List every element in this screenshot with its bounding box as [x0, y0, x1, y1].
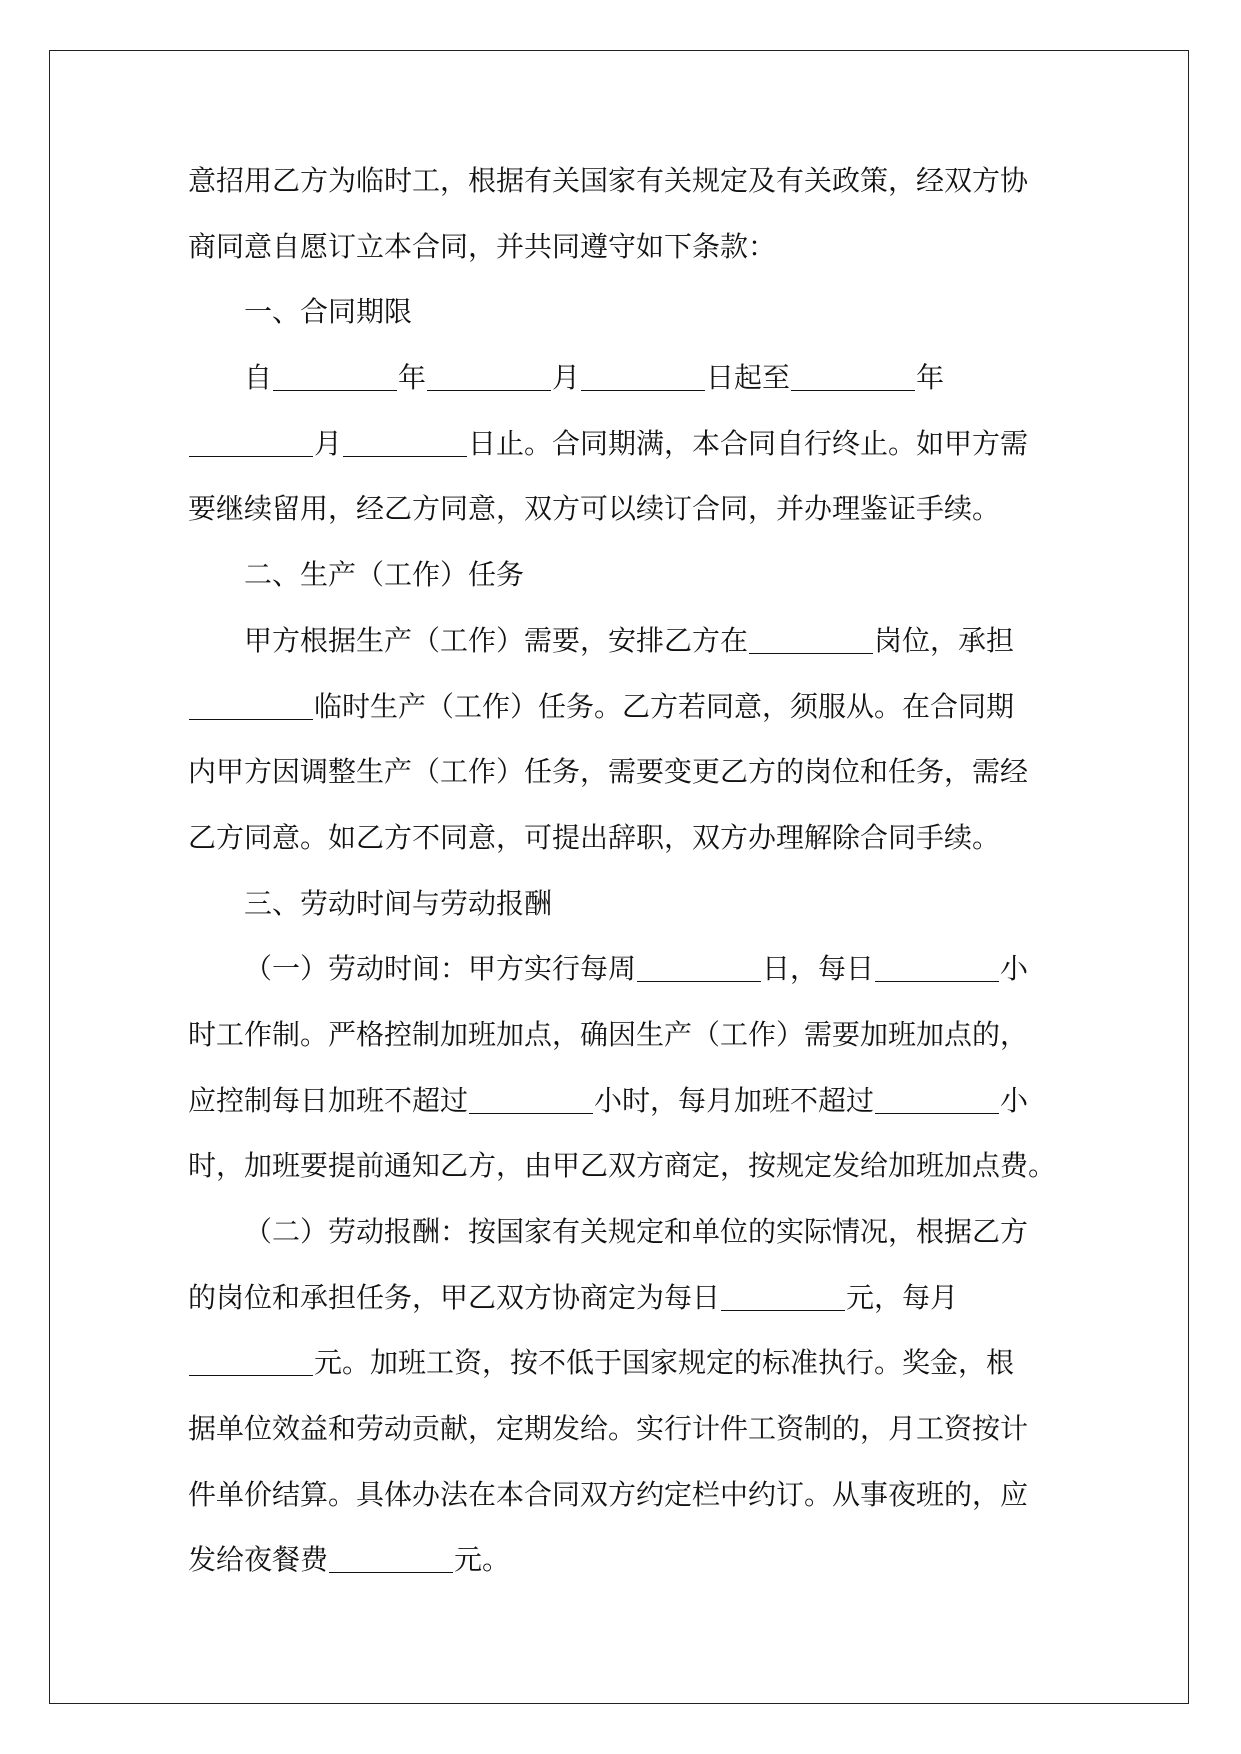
text-line: 意招用乙方为临时工，根据有关国家有关规定及有关政策，经双方协: [188, 164, 1029, 197]
text-line: 自 年 月 日起至 年: [244, 361, 945, 395]
fill-in-blank: [329, 1544, 453, 1573]
fill-in-blank: [343, 428, 467, 457]
fill-in-blank: [189, 428, 313, 457]
text-line: 二、生产（工作）任务: [244, 558, 525, 592]
text-line: （一）劳动时间：甲方实行每周 日，每日 小: [244, 952, 1029, 986]
text-line: 时工作制。严格控制加班加点，确因生产（工作）需要加班加点的，: [188, 1017, 1029, 1051]
text-line: 要继续留用，经乙方同意，双方可以续订合同，并办理鉴证手续。: [188, 492, 1001, 526]
text-line: 发给夜餐费 元。: [188, 1543, 511, 1577]
text-line: 元。加班工资，按不低于国家规定的标准执行。奖金，根: [188, 1330, 1078, 1396]
fill-in-blank: [875, 1085, 999, 1114]
text-line: 三、劳动时间与劳动报酬: [244, 886, 553, 920]
fill-in-blank: [273, 362, 397, 391]
text-line: 的岗位和承担任务，甲乙双方协商定为每日 元，每月: [188, 1280, 959, 1314]
fill-in-blank: [721, 1282, 845, 1311]
contract-body: [188, 148, 1078, 1593]
text-line: （二）劳动报酬：按国家有关规定和单位的实际情况，根据乙方: [244, 1215, 1029, 1248]
fill-in-blank: [749, 625, 873, 654]
fill-in-blank: [875, 953, 999, 982]
text-line: 商同意自愿订立本合同，并共同遵守如下条款：: [188, 229, 777, 263]
fill-in-blank: [469, 1085, 593, 1114]
fill-in-blank: [427, 362, 551, 391]
text-line: 应控制每日加班不超过 小时，每月加班不超过 小: [188, 1083, 1029, 1117]
fill-in-blank: [189, 691, 313, 720]
text-line: 时，加班要提前通知乙方，由甲乙双方商定，按规定发给加班加点费。: [188, 1149, 1057, 1183]
text-line: 一、合同期限: [244, 295, 413, 329]
text-line: 内甲方因调整生产（工作）任务，需要变更乙方的岗位和任务，需经: [188, 755, 1029, 789]
fill-in-blank: [791, 362, 915, 391]
text-line: 月 日止。合同期满，本合同自行终止。如甲方需: [188, 411, 1078, 477]
text-line: 乙方同意。如乙方不同意，可提出辞职，双方办理解除合同手续。: [188, 820, 1001, 854]
text-line: 件单价结算。具体办法在本合同双方约定栏中约订。从事夜班的，应: [188, 1477, 1029, 1511]
text-line: 临时生产（工作）任务。乙方若同意，须服从。在合同期: [188, 674, 1078, 740]
fill-in-blank: [637, 953, 761, 982]
fill-in-blank: [189, 1347, 313, 1376]
text-line: 据单位效益和劳动贡献，定期发给。实行计件工资制的，月工资按计: [188, 1412, 1029, 1446]
text-line: 甲方根据生产（工作）需要，安排乙方在 岗位，承担: [244, 623, 1015, 657]
fill-in-blank: [581, 362, 705, 391]
